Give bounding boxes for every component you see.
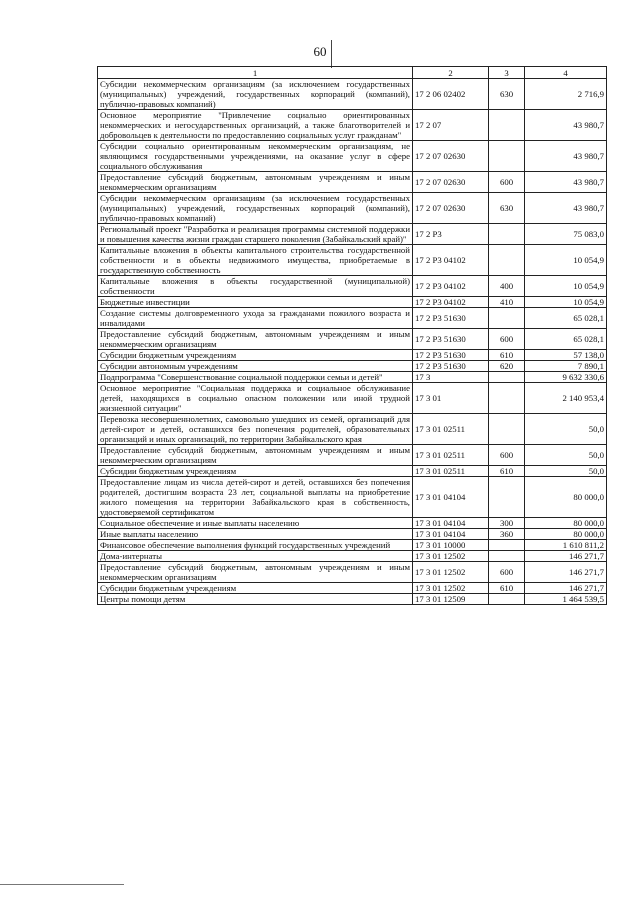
row-name-cell: Основное мероприятие "Привлечение социально ориентированных некоммерческих и негосударственных организаций, а также благотворителей и добровольцев к деятельности по предоставлению социальных услуг гражданам" — [98, 110, 413, 141]
row-name-cell: Создание системы долговременного ухода за гражданами пожилого возраста и инвалидами — [98, 308, 413, 329]
row-sum-cell: 1 610 811,2 — [525, 540, 607, 551]
table-row — [98, 477, 607, 518]
row-type-cell: 600 — [489, 562, 525, 583]
row-type-cell: 630 — [489, 79, 525, 110]
row-sum-cell: 50,0 — [525, 414, 607, 445]
table-row — [98, 518, 607, 529]
table-row — [98, 551, 607, 562]
table-row — [98, 594, 607, 605]
row-sum-cell: 43 980,7 — [525, 141, 607, 172]
row-code-cell: 17 3 01 04104 — [413, 477, 489, 518]
row-type-cell: 300 — [489, 518, 525, 529]
row-name-cell: Предоставление субсидий бюджетным, автономным учреждениям и иным некоммерческим организациям — [98, 172, 413, 193]
row-type-cell — [489, 540, 525, 551]
row-sum-cell: 7 890,1 — [525, 361, 607, 372]
row-sum-cell: 1 464 539,5 — [525, 594, 607, 605]
table-row — [98, 466, 607, 477]
row-sum-cell: 65 028,1 — [525, 308, 607, 329]
table-row — [98, 562, 607, 583]
row-code-cell: 17 3 — [413, 372, 489, 383]
row-sum-cell: 10 054,9 — [525, 245, 607, 276]
table-row — [98, 540, 607, 551]
row-code-cell: 17 2 P3 51630 — [413, 308, 489, 329]
row-code-cell: 17 2 06 02402 — [413, 79, 489, 110]
row-sum-cell: 43 980,7 — [525, 110, 607, 141]
row-type-cell — [489, 414, 525, 445]
row-code-cell: 17 3 01 02511 — [413, 445, 489, 466]
row-code-cell: 17 3 01 12502 — [413, 583, 489, 594]
row-name-cell: Иные выплаты населению — [98, 529, 413, 540]
row-type-cell — [489, 245, 525, 276]
row-name-cell: Основное мероприятие "Социальная поддержка и социальное обслуживание детей, находящихся в социально опасном положении или иной трудной жизненной ситуации" — [98, 383, 413, 414]
row-type-cell — [489, 594, 525, 605]
table-row — [98, 245, 607, 276]
row-sum-cell: 80 000,0 — [525, 529, 607, 540]
row-code-cell: 17 3 01 04104 — [413, 518, 489, 529]
row-type-cell — [489, 372, 525, 383]
row-name-cell: Социальное обеспечение и иные выплаты населению — [98, 518, 413, 529]
row-name-cell: Центры помощи детям — [98, 594, 413, 605]
table-row — [98, 79, 607, 110]
row-code-cell: 17 2 P3 04102 — [413, 276, 489, 297]
table-row — [98, 445, 607, 466]
row-code-cell: 17 2 P3 51630 — [413, 329, 489, 350]
row-sum-cell: 65 028,1 — [525, 329, 607, 350]
row-name-cell: Региональный проект "Разработка и реализация программы системной поддержки и повышения качества жизни граждан старшего поколения (Забайкальский край)" — [98, 224, 413, 245]
row-name-cell: Субсидии бюджетным учреждениям — [98, 350, 413, 361]
table-row — [98, 193, 607, 224]
table-row — [98, 414, 607, 445]
table-row — [98, 297, 607, 308]
row-type-cell: 610 — [489, 350, 525, 361]
row-type-cell: 360 — [489, 529, 525, 540]
row-type-cell: 600 — [489, 329, 525, 350]
row-type-cell — [489, 141, 525, 172]
row-sum-cell: 80 000,0 — [525, 518, 607, 529]
row-type-cell: 620 — [489, 361, 525, 372]
table-row — [98, 276, 607, 297]
row-type-cell — [489, 308, 525, 329]
row-name-cell: Субсидии бюджетным учреждениям — [98, 466, 413, 477]
row-code-cell: 17 2 P3 — [413, 224, 489, 245]
row-code-cell: 17 2 07 — [413, 110, 489, 141]
row-sum-cell: 50,0 — [525, 445, 607, 466]
row-sum-cell: 10 054,9 — [525, 276, 607, 297]
row-name-cell: Предоставление субсидий бюджетным, автономным учреждениям и иным некоммерческим организациям — [98, 329, 413, 350]
row-code-cell: 17 2 P3 04102 — [413, 297, 489, 308]
column-header-type: 3 — [489, 67, 525, 79]
row-sum-cell: 146 271,7 — [525, 551, 607, 562]
table-row — [98, 583, 607, 594]
row-sum-cell: 146 271,7 — [525, 562, 607, 583]
row-sum-cell: 10 054,9 — [525, 297, 607, 308]
row-name-cell: Капитальные вложения в объекты государственной (муниципальной) собственности — [98, 276, 413, 297]
row-sum-cell: 80 000,0 — [525, 477, 607, 518]
row-code-cell: 17 2 P3 51630 — [413, 350, 489, 361]
row-name-cell: Субсидии некоммерческим организациям (за исключением государственных (муниципальных) учреждений, государственных корпораций (компаний), публично-правовых компаний) — [98, 193, 413, 224]
row-sum-cell: 2 140 953,4 — [525, 383, 607, 414]
table-row — [98, 372, 607, 383]
row-type-cell: 400 — [489, 276, 525, 297]
column-header-code: 2 — [413, 67, 489, 79]
row-code-cell: 17 3 01 10000 — [413, 540, 489, 551]
row-sum-cell: 57 138,0 — [525, 350, 607, 361]
row-name-cell: Перевозка несовершеннолетних, самовольно ушедших из семей, организаций для детей-сирот и детей, оставшихся без попечения родителей, образовательных организаций и иных организаций, по территории Забайкальского края — [98, 414, 413, 445]
table-row — [98, 329, 607, 350]
row-sum-cell: 75 083,0 — [525, 224, 607, 245]
row-type-cell: 410 — [489, 297, 525, 308]
table-row — [98, 308, 607, 329]
table-row — [98, 224, 607, 245]
table-row — [98, 141, 607, 172]
row-code-cell: 17 3 01 12502 — [413, 562, 489, 583]
row-sum-cell: 146 271,7 — [525, 583, 607, 594]
footer-rule — [0, 884, 124, 885]
row-name-cell: Финансовое обеспечение выполнения функций государственных учреждений — [98, 540, 413, 551]
budget-table — [97, 66, 607, 605]
row-type-cell: 610 — [489, 466, 525, 477]
row-code-cell: 17 3 01 12502 — [413, 551, 489, 562]
row-name-cell: Субсидии социально ориентированным некоммерческим организациям, не являющимся государственными учреждениями, на оказание услуг в сфере социального обслуживания — [98, 141, 413, 172]
row-sum-cell: 43 980,7 — [525, 193, 607, 224]
row-type-cell: 610 — [489, 583, 525, 594]
row-type-cell: 600 — [489, 445, 525, 466]
row-name-cell: Предоставление субсидий бюджетным, автономным учреждениям и иным некоммерческим организациям — [98, 562, 413, 583]
row-name-cell: Капитальные вложения в объекты капитального строительства государственной собственности и в объекты недвижимого имущества, приобретаемые в государственную собственность — [98, 245, 413, 276]
row-code-cell: 17 3 01 12509 — [413, 594, 489, 605]
row-code-cell: 17 3 01 02511 — [413, 466, 489, 477]
table-row — [98, 383, 607, 414]
row-type-cell — [489, 477, 525, 518]
row-type-cell — [489, 551, 525, 562]
row-name-cell: Бюджетные инвестиции — [98, 297, 413, 308]
table-row — [98, 172, 607, 193]
row-name-cell: Дома-интернаты — [98, 551, 413, 562]
table-header-row — [98, 67, 607, 79]
table-row — [98, 361, 607, 372]
row-code-cell: 17 2 P3 04102 — [413, 245, 489, 276]
row-code-cell: 17 2 07 02630 — [413, 141, 489, 172]
table-row — [98, 529, 607, 540]
row-sum-cell: 2 716,9 — [525, 79, 607, 110]
row-name-cell: Подпрограмма "Совершенствование социальной поддержки семьи и детей" — [98, 372, 413, 383]
row-sum-cell: 50,0 — [525, 466, 607, 477]
page-number: 60 — [313, 44, 327, 59]
row-sum-cell: 43 980,7 — [525, 172, 607, 193]
row-code-cell: 17 3 01 04104 — [413, 529, 489, 540]
row-sum-cell: 9 632 330,6 — [525, 372, 607, 383]
row-type-cell: 600 — [489, 172, 525, 193]
row-code-cell: 17 2 P3 51630 — [413, 361, 489, 372]
row-code-cell: 17 2 07 02630 — [413, 172, 489, 193]
column-header-name: 1 — [98, 67, 413, 79]
table-body — [98, 67, 607, 605]
row-name-cell: Субсидии некоммерческим организациям (за исключением государственных (муниципальных) учреждений, государственных корпораций (компаний), публично-правовых компаний) — [98, 79, 413, 110]
row-type-cell — [489, 383, 525, 414]
row-code-cell: 17 3 01 02511 — [413, 414, 489, 445]
row-code-cell: 17 3 01 — [413, 383, 489, 414]
row-name-cell: Предоставление лицам из числа детей-сирот и детей, оставшихся без попечения родителей, достигшим возраста 23 лет, социальной выплаты на приобретение жилого помещения на территории Забайкальского края в собственность, удостоверяемой сертификатом — [98, 477, 413, 518]
row-name-cell: Предоставление субсидий бюджетным, автономным учреждениям и иным некоммерческим организациям — [98, 445, 413, 466]
row-type-cell: 630 — [489, 193, 525, 224]
table-row — [98, 110, 607, 141]
row-type-cell — [489, 110, 525, 141]
column-header-sum: 4 — [525, 67, 607, 79]
table-row — [98, 350, 607, 361]
row-type-cell — [489, 224, 525, 245]
row-name-cell: Субсидии автономным учреждениям — [98, 361, 413, 372]
row-code-cell: 17 2 07 02630 — [413, 193, 489, 224]
row-name-cell: Субсидии бюджетным учреждениям — [98, 583, 413, 594]
